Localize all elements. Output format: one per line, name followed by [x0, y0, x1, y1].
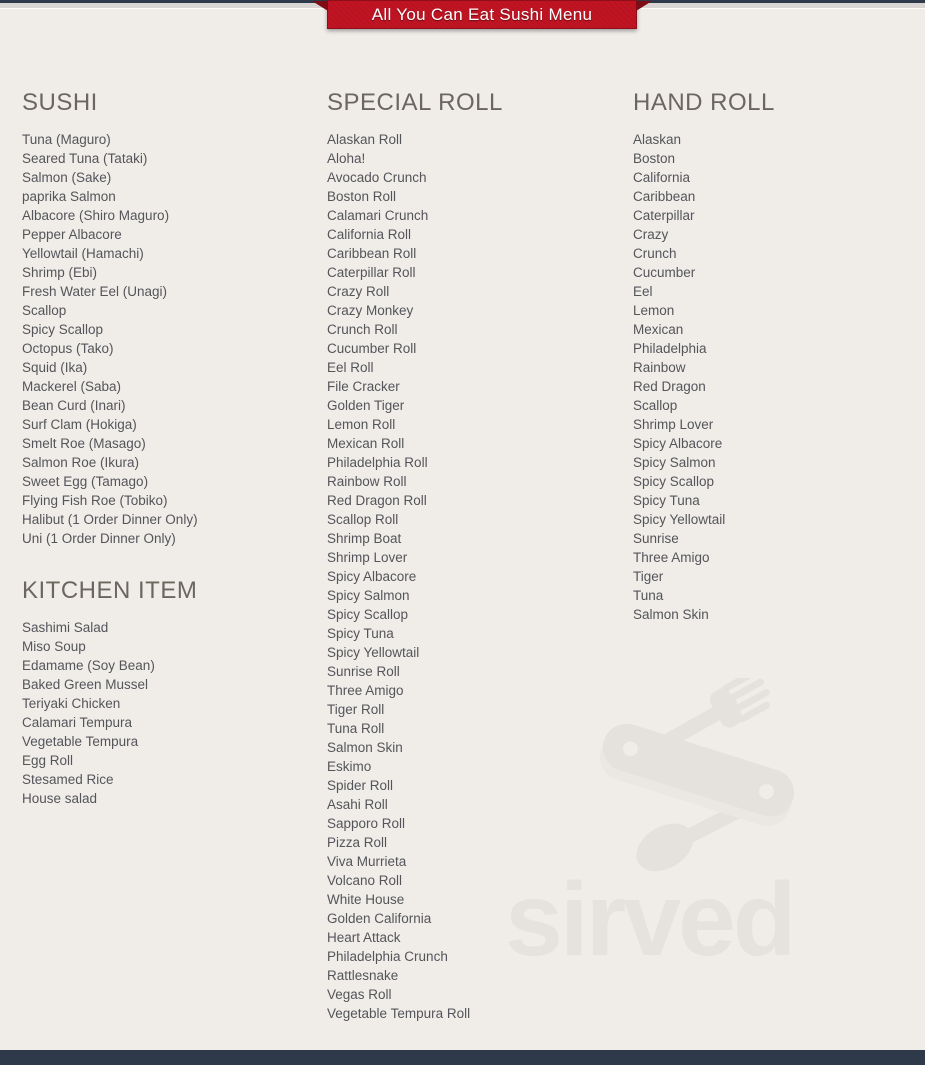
menu-item: Three Amigo	[633, 550, 710, 565]
menu-item: Crazy	[633, 227, 669, 242]
menu-item: Pizza Roll	[327, 835, 388, 850]
menu-item: Miso Soup	[22, 639, 86, 654]
menu-item-list-special-roll	[327, 130, 625, 1023]
menu-item: Cucumber	[633, 265, 696, 280]
menu-item: Spider Roll	[327, 778, 394, 793]
menu-item-list-hand-roll	[633, 130, 918, 624]
menu-item: Vegas Roll	[327, 987, 392, 1002]
menu-item: Fresh Water Eel (Unagi)	[22, 284, 168, 299]
menu-item: Uni (1 Order Dinner Only)	[22, 531, 176, 546]
menu-item: Surf Clam (Hokiga)	[22, 417, 137, 432]
menu-item: Salmon (Sake)	[22, 170, 112, 185]
menu-item: Viva Murrieta	[327, 854, 407, 869]
menu-item: Pepper Albacore	[22, 227, 122, 242]
menu-item: Avocado Crunch	[327, 170, 427, 185]
menu-item: Crazy Monkey	[327, 303, 414, 318]
menu-item: Spicy Yellowtail	[633, 512, 726, 527]
menu-item: Crazy Roll	[327, 284, 390, 299]
menu-item: Spicy Scallop	[22, 322, 104, 337]
menu-item: Tuna Roll	[327, 721, 385, 736]
page-title: All You Can Eat Sushi Menu	[371, 4, 593, 24]
section-hand-roll	[633, 88, 918, 624]
menu-item: Philadelphia	[633, 341, 707, 356]
menu-item: Philadelphia Roll	[327, 455, 428, 470]
menu-item: House salad	[22, 791, 98, 806]
menu-item: Scallop	[22, 303, 67, 318]
bottom-bar	[0, 1050, 925, 1065]
menu-item: Stesamed Rice	[22, 772, 114, 787]
menu-item: Three Amigo	[327, 683, 404, 698]
menu-item: Mexican Roll	[327, 436, 405, 451]
menu-item: Heart Attack	[327, 930, 401, 945]
menu-item: Lemon Roll	[327, 417, 396, 432]
menu-item: Rainbow Roll	[327, 474, 407, 489]
section-kitchen-item	[22, 576, 320, 808]
menu-item: Scallop Roll	[327, 512, 399, 527]
menu-item: Mexican	[633, 322, 684, 337]
menu-item: Sunrise	[633, 531, 679, 546]
menu-item: Golden Tiger	[327, 398, 405, 413]
menu-item: Spicy Salmon	[633, 455, 716, 470]
menu-item: Alaskan	[633, 132, 682, 147]
menu-item: Salmon Skin	[327, 740, 403, 755]
menu-item: Shrimp (Ebi)	[22, 265, 98, 280]
menu-item: Lemon	[633, 303, 675, 318]
menu-item: California Roll	[327, 227, 412, 242]
menu-item: Eskimo	[327, 759, 372, 774]
menu-item: Vegetable Tempura	[22, 734, 139, 749]
menu-item: Eel Roll	[327, 360, 374, 375]
menu-item: Crunch	[633, 246, 677, 261]
menu-item: Aloha!	[327, 151, 366, 166]
menu-item: Shrimp Boat	[327, 531, 402, 546]
menu-item: Shrimp Lover	[327, 550, 408, 565]
column-right	[633, 88, 918, 624]
menu-item: Smelt Roe (Masago)	[22, 436, 146, 451]
menu-item: Calamari Tempura	[22, 715, 133, 730]
menu-item: Octopus (Tako)	[22, 341, 114, 356]
menu-item: White House	[327, 892, 405, 907]
menu-item: Sapporo Roll	[327, 816, 406, 831]
menu-item: Red Dragon	[633, 379, 706, 394]
menu-item: Calamari Crunch	[327, 208, 429, 223]
menu-title-ribbon	[327, 0, 637, 29]
menu-item: Alaskan Roll	[327, 132, 403, 147]
menu-item: California	[633, 170, 691, 185]
menu-item: Teriyaki Chicken	[22, 696, 121, 711]
menu-item: Crunch Roll	[327, 322, 398, 337]
menu-item: Tuna	[633, 588, 664, 603]
section-title-kitchen-item: KITCHEN ITEM	[22, 577, 198, 604]
menu-item: Salmon Roe (Ikura)	[22, 455, 140, 470]
section-special-roll	[327, 88, 625, 1023]
menu-item: Volcano Roll	[327, 873, 403, 888]
sirved-watermark-logo	[580, 678, 910, 886]
menu-item: Seared Tuna (Tataki)	[22, 151, 148, 166]
menu-item: Boston	[633, 151, 676, 166]
menu-item: Spicy Salmon	[327, 588, 410, 603]
menu-item: Red Dragon Roll	[327, 493, 427, 508]
menu-item: Spicy Yellowtail	[327, 645, 420, 660]
menu-item: Salmon Skin	[633, 607, 709, 622]
menu-item: Edamame (Soy Bean)	[22, 658, 155, 673]
menu-item: Tiger	[633, 569, 664, 584]
menu-item: Boston Roll	[327, 189, 397, 204]
menu-item: Spicy Tuna	[327, 626, 394, 641]
sirved-wordmark: sirved	[505, 862, 794, 978]
menu-item: Spicy Albacore	[327, 569, 417, 584]
menu-item: Albacore (Shiro Maguro)	[22, 208, 170, 223]
menu-item: Sunrise Roll	[327, 664, 400, 679]
section-title-sushi: SUSHI	[22, 89, 98, 116]
menu-item: Halibut (1 Order Dinner Only)	[22, 512, 198, 527]
menu-item: Golden California	[327, 911, 432, 926]
menu-item: Flying Fish Roe (Tobiko)	[22, 493, 168, 508]
menu-item: Mackerel (Saba)	[22, 379, 122, 394]
menu-item: File Cracker	[327, 379, 400, 394]
section-title-special-roll: SPECIAL ROLL	[327, 89, 503, 116]
menu-item: Squid (Ika)	[22, 360, 88, 375]
menu-item: Sashimi Salad	[22, 620, 109, 635]
menu-item: Cucumber Roll	[327, 341, 417, 356]
menu-item: Scallop	[633, 398, 678, 413]
menu-item-list-sushi	[22, 130, 320, 548]
column-left	[22, 88, 320, 808]
menu-item: Eel	[633, 284, 653, 299]
menu-item: Caterpillar	[633, 208, 695, 223]
section-sushi	[22, 88, 320, 548]
menu-item: Yellowtail (Hamachi)	[22, 246, 144, 261]
menu-item: Spicy Albacore	[633, 436, 723, 451]
menu-item: Caribbean Roll	[327, 246, 417, 261]
menu-item: paprika Salmon	[22, 189, 116, 204]
menu-item: Vegetable Tempura Roll	[327, 1006, 471, 1021]
menu-item: Spicy Tuna	[633, 493, 700, 508]
menu-item: Baked Green Mussel	[22, 677, 149, 692]
menu-item-list-kitchen-item	[22, 618, 320, 808]
menu-item: Shrimp Lover	[633, 417, 714, 432]
menu-item: Rattlesnake	[327, 968, 399, 983]
menu-item: Tuna (Maguro)	[22, 132, 111, 147]
menu-item: Rainbow	[633, 360, 686, 375]
menu-item: Egg Roll	[22, 753, 74, 768]
cutlery-pocket-knife-icon	[580, 678, 910, 886]
column-middle	[327, 88, 625, 1023]
menu-item: Bean Curd (Inari)	[22, 398, 126, 413]
menu-item: Spicy Scallop	[633, 474, 715, 489]
menu-item: Spicy Scallop	[327, 607, 409, 622]
menu-item: Philadelphia Crunch	[327, 949, 448, 964]
menu-item: Sweet Egg (Tamago)	[22, 474, 149, 489]
menu-item: Caterpillar Roll	[327, 265, 416, 280]
menu-item: Tiger Roll	[327, 702, 385, 717]
menu-item: Caribbean	[633, 189, 696, 204]
menu-item: Asahi Roll	[327, 797, 388, 812]
section-title-hand-roll: HAND ROLL	[633, 89, 775, 116]
